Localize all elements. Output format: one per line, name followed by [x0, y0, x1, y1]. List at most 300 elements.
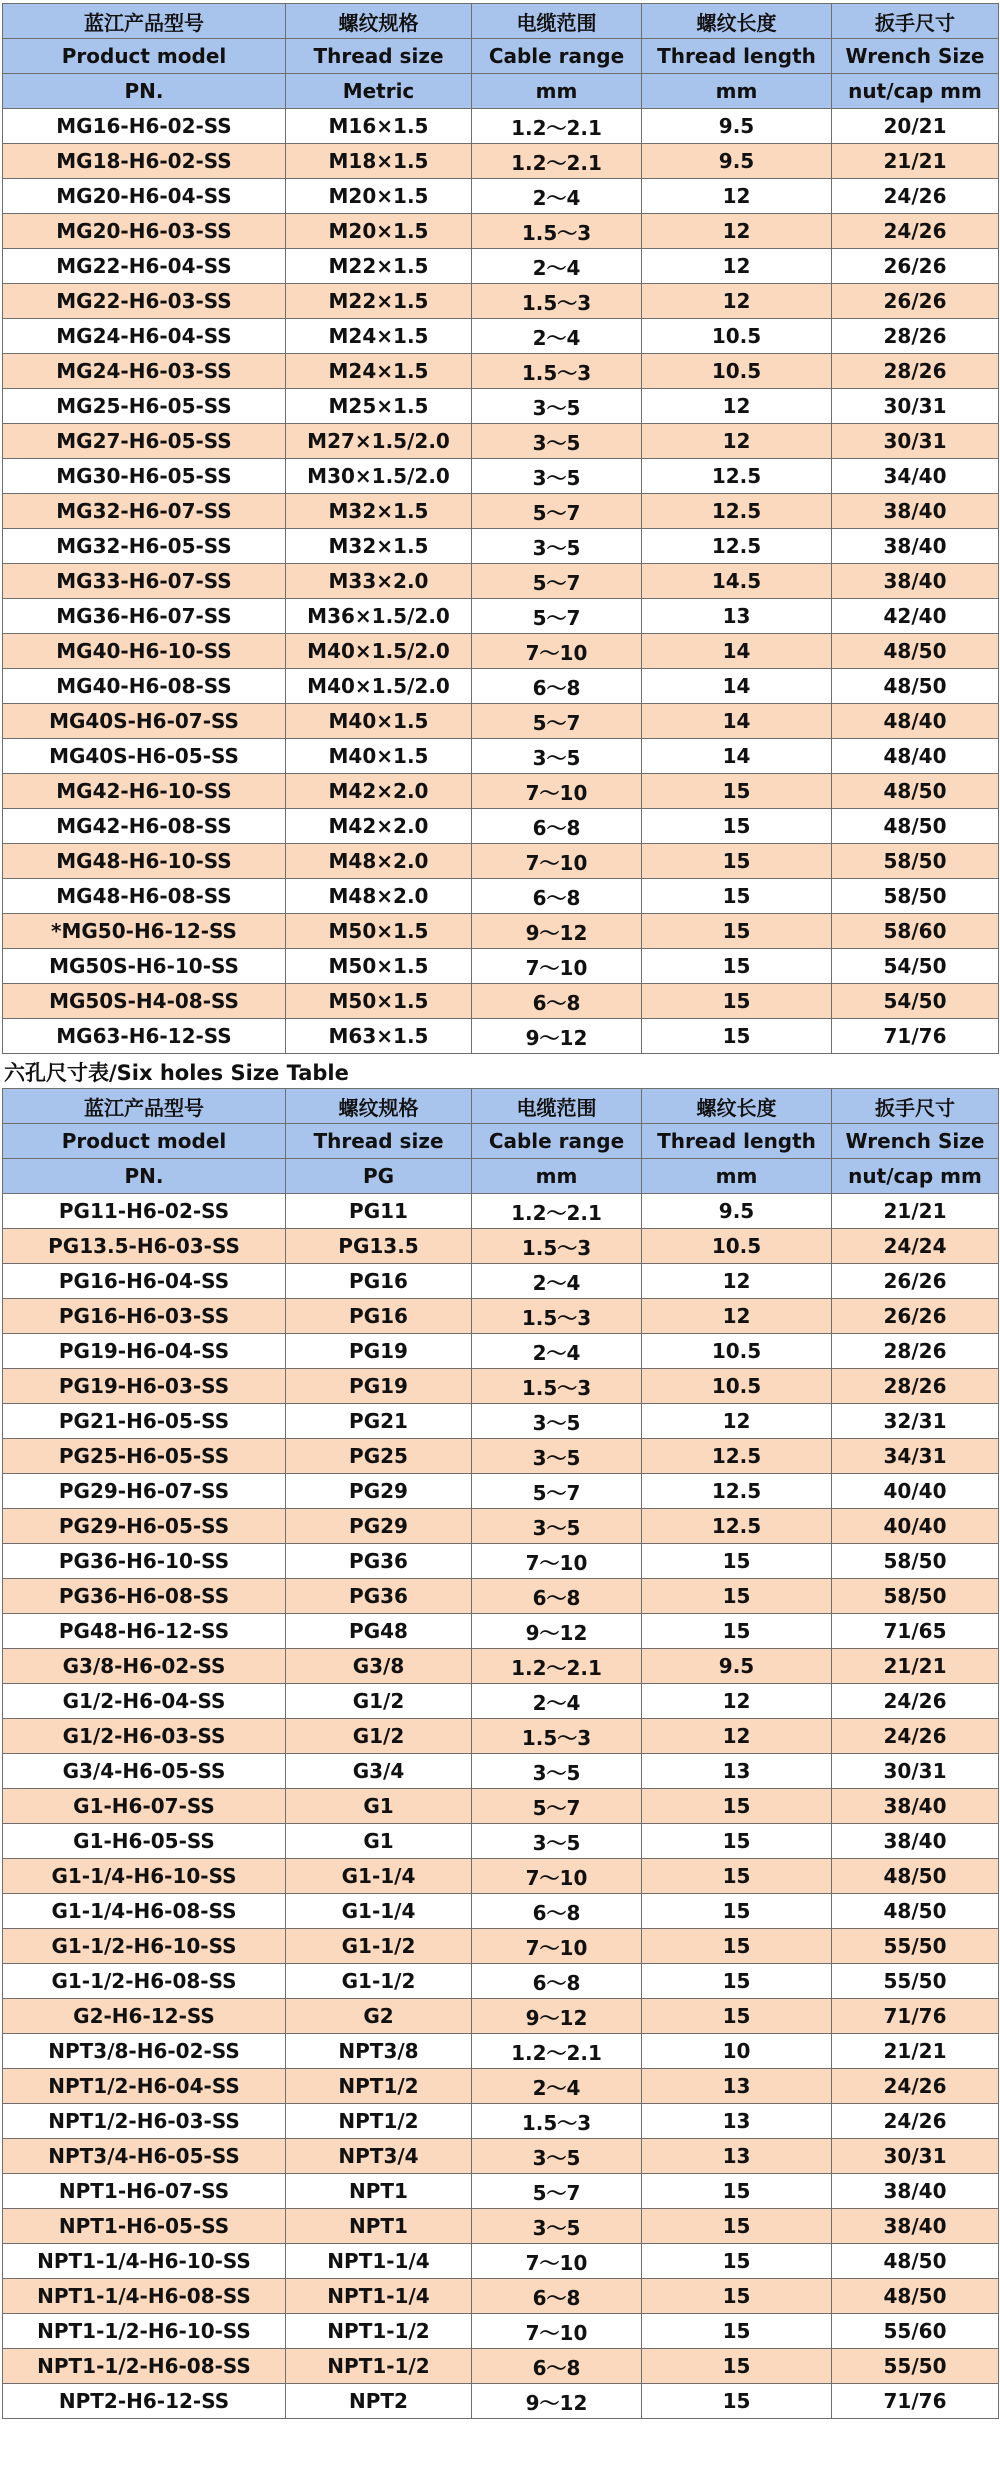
wrench-size-cell: 38/40 [832, 494, 999, 529]
wrench-size-cell: 48/50 [832, 2244, 999, 2279]
thread-length-cell: 12 [642, 1684, 832, 1719]
table-row [3, 249, 999, 284]
product-model-cell: NPT1-H6-07-SS [3, 2174, 286, 2209]
cable-range-cell: 2～4 [472, 1684, 642, 1719]
wrench-size-cell: 42/40 [832, 599, 999, 634]
wrench-size-cell: 55/60 [832, 2314, 999, 2349]
product-model-cell: MG50S-H6-10-SS [3, 949, 286, 984]
table-row [3, 1754, 999, 1789]
product-model-cell: G2-H6-12-SS [3, 1999, 286, 2034]
table-row [3, 1719, 999, 1754]
product-model-cell: G1-H6-07-SS [3, 1789, 286, 1824]
table-row [3, 144, 999, 179]
wrench-size-cell: 28/26 [832, 1369, 999, 1404]
cable-range-cell: 6～8 [472, 1964, 642, 1999]
thread-length-cell: 9.5 [642, 1649, 832, 1684]
table-row [3, 389, 999, 424]
product-model-cell: G1-1/4-H6-10-SS [3, 1859, 286, 1894]
wrench-size-cell: 55/50 [832, 1929, 999, 1964]
thread-size-cell: M50×1.5 [286, 949, 472, 984]
wrench-size-cell: 28/26 [832, 354, 999, 389]
thread-length-cell: 14 [642, 704, 832, 739]
thread-length-cell: 12 [642, 214, 832, 249]
thread-length-cell: 15 [642, 949, 832, 984]
thread-length-cell: 14 [642, 669, 832, 704]
product-model-cell: NPT1/2-H6-03-SS [3, 2104, 286, 2139]
thread-length-cell: 15 [642, 809, 832, 844]
table-row [3, 1474, 999, 1509]
six-holes-size-table [2, 1088, 999, 2419]
thread-size-cell: PG16 [286, 1299, 472, 1334]
header-cell: PN. [3, 74, 286, 109]
table-row [3, 1404, 999, 1439]
thread-length-cell: 15 [642, 1929, 832, 1964]
wrench-size-cell: 40/40 [832, 1474, 999, 1509]
thread-size-cell: M24×1.5 [286, 354, 472, 389]
table-row [3, 2279, 999, 2314]
thread-size-cell: G1-1/4 [286, 1859, 472, 1894]
table-row [3, 2104, 999, 2139]
product-model-cell: MG40S-H6-07-SS [3, 704, 286, 739]
product-model-cell: G1-1/2-H6-08-SS [3, 1964, 286, 1999]
thread-length-cell: 10.5 [642, 319, 832, 354]
wrench-size-cell: 24/26 [832, 2069, 999, 2104]
product-model-cell: MG24-H6-03-SS [3, 354, 286, 389]
thread-length-cell: 15 [642, 1859, 832, 1894]
product-model-cell: MG32-H6-07-SS [3, 494, 286, 529]
thread-size-cell: M30×1.5/2.0 [286, 459, 472, 494]
thread-length-cell: 15 [642, 2384, 832, 2419]
thread-length-cell: 10.5 [642, 1369, 832, 1404]
thread-size-cell: M24×1.5 [286, 319, 472, 354]
thread-size-cell: PG21 [286, 1404, 472, 1439]
page [0, 3, 1000, 2474]
thread-length-cell: 12 [642, 284, 832, 319]
product-model-cell: MG32-H6-05-SS [3, 529, 286, 564]
thread-length-cell: 12 [642, 424, 832, 459]
cable-range-cell: 3～5 [472, 1439, 642, 1474]
product-model-cell: MG24-H6-04-SS [3, 319, 286, 354]
wrench-size-cell: 48/40 [832, 739, 999, 774]
wrench-size-cell: 58/60 [832, 914, 999, 949]
wrench-size-cell: 30/31 [832, 1754, 999, 1789]
wrench-size-cell: 26/26 [832, 284, 999, 319]
header-row-english [3, 1124, 999, 1159]
cable-range-cell: 1.5～3 [472, 284, 642, 319]
cable-range-cell: 9～12 [472, 1999, 642, 2034]
table-row [3, 1999, 999, 2034]
thread-size-cell: NPT1/2 [286, 2104, 472, 2139]
thread-size-cell: NPT1 [286, 2209, 472, 2244]
table-row [3, 1894, 999, 1929]
table-row [3, 669, 999, 704]
product-model-cell: MG36-H6-07-SS [3, 599, 286, 634]
thread-length-cell: 12.5 [642, 1474, 832, 1509]
product-model-cell: G3/8-H6-02-SS [3, 1649, 286, 1684]
thread-length-cell: 12 [642, 1404, 832, 1439]
header-cell: nut/cap mm [832, 74, 999, 109]
wrench-size-cell: 48/50 [832, 774, 999, 809]
table-row [3, 1019, 999, 1054]
thread-length-cell: 12.5 [642, 494, 832, 529]
product-model-cell: PG36-H6-10-SS [3, 1544, 286, 1579]
cable-range-cell: 7～10 [472, 844, 642, 879]
header-cell: PG [286, 1159, 472, 1194]
header-cell: Thread length [642, 39, 832, 74]
cable-range-cell: 3～5 [472, 1404, 642, 1439]
wrench-size-cell: 48/40 [832, 704, 999, 739]
cable-range-cell: 9～12 [472, 2384, 642, 2419]
cable-range-cell: 2～4 [472, 2069, 642, 2104]
table-row [3, 2384, 999, 2419]
thread-size-cell: M16×1.5 [286, 109, 472, 144]
thread-length-cell: 12.5 [642, 1509, 832, 1544]
table-row [3, 1264, 999, 1299]
cable-range-cell: 1.5～3 [472, 354, 642, 389]
cable-range-cell: 6～8 [472, 809, 642, 844]
thread-length-cell: 15 [642, 1964, 832, 1999]
product-model-cell: MG40S-H6-05-SS [3, 739, 286, 774]
product-model-cell: MG20-H6-04-SS [3, 179, 286, 214]
thread-length-cell: 15 [642, 1894, 832, 1929]
thread-length-cell: 15 [642, 1789, 832, 1824]
thread-size-cell: NPT1/2 [286, 2069, 472, 2104]
product-model-cell: PG11-H6-02-SS [3, 1194, 286, 1229]
header-cell: mm [472, 74, 642, 109]
thread-length-cell: 9.5 [642, 109, 832, 144]
wrench-size-cell: 26/26 [832, 249, 999, 284]
wrench-size-cell: 38/40 [832, 1789, 999, 1824]
thread-size-cell: M40×1.5 [286, 739, 472, 774]
product-model-cell: PG29-H6-05-SS [3, 1509, 286, 1544]
thread-size-cell: PG25 [286, 1439, 472, 1474]
wrench-size-cell: 71/76 [832, 2384, 999, 2419]
cable-range-cell: 1.2～2.1 [472, 1194, 642, 1229]
cable-range-cell: 9～12 [472, 914, 642, 949]
wrench-size-cell: 34/31 [832, 1439, 999, 1474]
product-model-cell: NPT3/4-H6-05-SS [3, 2139, 286, 2174]
table-row [3, 1859, 999, 1894]
cable-range-cell: 6～8 [472, 1894, 642, 1929]
wrench-size-cell: 71/76 [832, 1019, 999, 1054]
thread-size-cell: G1/2 [286, 1684, 472, 1719]
table-row [3, 599, 999, 634]
cable-range-cell: 3～5 [472, 2139, 642, 2174]
header-cell: 电缆范围 [472, 4, 642, 39]
header-cell: nut/cap mm [832, 1159, 999, 1194]
product-model-cell: MG48-H6-10-SS [3, 844, 286, 879]
product-model-cell: MG42-H6-10-SS [3, 774, 286, 809]
product-model-cell: G3/4-H6-05-SS [3, 1754, 286, 1789]
wrench-size-cell: 58/50 [832, 1579, 999, 1614]
thread-size-cell: NPT1-1/2 [286, 2314, 472, 2349]
cable-range-cell: 7～10 [472, 774, 642, 809]
thread-length-cell: 15 [642, 984, 832, 1019]
product-model-cell: MG42-H6-08-SS [3, 809, 286, 844]
thread-length-cell: 10.5 [642, 354, 832, 389]
wrench-size-cell: 24/26 [832, 1684, 999, 1719]
wrench-size-cell: 30/31 [832, 424, 999, 459]
product-model-cell: MG25-H6-05-SS [3, 389, 286, 424]
thread-length-cell: 15 [642, 2174, 832, 2209]
thread-length-cell: 15 [642, 1019, 832, 1054]
header-cell: Thread size [286, 39, 472, 74]
table-row [3, 2244, 999, 2279]
thread-size-cell: NPT1-1/4 [286, 2244, 472, 2279]
product-model-cell: PG13.5-H6-03-SS [3, 1229, 286, 1264]
thread-length-cell: 10.5 [642, 1334, 832, 1369]
thread-length-cell: 13 [642, 2069, 832, 2104]
header-cell: mm [642, 1159, 832, 1194]
thread-size-cell: PG48 [286, 1614, 472, 1649]
product-model-cell: PG19-H6-03-SS [3, 1369, 286, 1404]
wrench-size-cell: 24/26 [832, 214, 999, 249]
cable-range-cell: 3～5 [472, 424, 642, 459]
thread-length-cell: 15 [642, 2314, 832, 2349]
table-row [3, 459, 999, 494]
thread-length-cell: 12 [642, 1264, 832, 1299]
cable-range-cell: 7～10 [472, 1859, 642, 1894]
thread-size-cell: M32×1.5 [286, 494, 472, 529]
thread-size-cell: M50×1.5 [286, 914, 472, 949]
product-model-cell: PG48-H6-12-SS [3, 1614, 286, 1649]
header-cell: 螺纹长度 [642, 1089, 832, 1124]
thread-size-cell: NPT1-1/4 [286, 2279, 472, 2314]
product-model-cell: MG20-H6-03-SS [3, 214, 286, 249]
thread-length-cell: 9.5 [642, 144, 832, 179]
wrench-size-cell: 21/21 [832, 1194, 999, 1229]
metric-size-table [2, 3, 999, 1054]
product-model-cell: NPT1-1/2-H6-08-SS [3, 2349, 286, 2384]
thread-size-cell: PG36 [286, 1579, 472, 1614]
thread-length-cell: 10.5 [642, 1229, 832, 1264]
thread-length-cell: 14.5 [642, 564, 832, 599]
wrench-size-cell: 71/65 [832, 1614, 999, 1649]
wrench-size-cell: 21/21 [832, 1649, 999, 1684]
header-cell: Wrench Size [832, 1124, 999, 1159]
table-row [3, 739, 999, 774]
product-model-cell: MG48-H6-08-SS [3, 879, 286, 914]
header-cell: Metric [286, 74, 472, 109]
six-holes-table-body [3, 1194, 999, 2419]
thread-length-cell: 12.5 [642, 529, 832, 564]
cable-range-cell: 6～8 [472, 2279, 642, 2314]
thread-length-cell: 15 [642, 2349, 832, 2384]
table-row [3, 1579, 999, 1614]
thread-size-cell: M50×1.5 [286, 984, 472, 1019]
thread-length-cell: 12 [642, 1719, 832, 1754]
wrench-size-cell: 28/26 [832, 319, 999, 354]
cable-range-cell: 3～5 [472, 1824, 642, 1859]
table-row [3, 1509, 999, 1544]
thread-length-cell: 14 [642, 634, 832, 669]
product-model-cell: G1/2-H6-03-SS [3, 1719, 286, 1754]
table-row [3, 2349, 999, 2384]
cable-range-cell: 3～5 [472, 2209, 642, 2244]
wrench-size-cell: 48/50 [832, 809, 999, 844]
table-row [3, 424, 999, 459]
thread-size-cell: G1-1/2 [286, 1929, 472, 1964]
thread-size-cell: M27×1.5/2.0 [286, 424, 472, 459]
thread-length-cell: 15 [642, 1999, 832, 2034]
thread-length-cell: 15 [642, 2244, 832, 2279]
cable-range-cell: 7～10 [472, 634, 642, 669]
wrench-size-cell: 30/31 [832, 389, 999, 424]
header-row-unit [3, 1159, 999, 1194]
metric-table-body [3, 109, 999, 1054]
product-model-cell: PG19-H6-04-SS [3, 1334, 286, 1369]
product-model-cell: MG40-H6-08-SS [3, 669, 286, 704]
thread-size-cell: M63×1.5 [286, 1019, 472, 1054]
wrench-size-cell: 20/21 [832, 109, 999, 144]
cable-range-cell: 2～4 [472, 1334, 642, 1369]
table-row [3, 1964, 999, 1999]
wrench-size-cell: 38/40 [832, 2174, 999, 2209]
thread-length-cell: 12.5 [642, 459, 832, 494]
thread-length-cell: 9.5 [642, 1194, 832, 1229]
thread-size-cell: NPT1-1/2 [286, 2349, 472, 2384]
thread-size-cell: M42×2.0 [286, 774, 472, 809]
wrench-size-cell: 55/50 [832, 1964, 999, 1999]
thread-size-cell: PG13.5 [286, 1229, 472, 1264]
header-cell: 扳手尺寸 [832, 1089, 999, 1124]
table-row [3, 2139, 999, 2174]
table-row [3, 1299, 999, 1334]
header-row-unit [3, 74, 999, 109]
thread-length-cell: 13 [642, 1754, 832, 1789]
product-model-cell: MG50S-H4-08-SS [3, 984, 286, 1019]
table-row [3, 2314, 999, 2349]
thread-length-cell: 15 [642, 2209, 832, 2244]
table-row [3, 1789, 999, 1824]
thread-length-cell: 12.5 [642, 1439, 832, 1474]
product-model-cell: PG21-H6-05-SS [3, 1404, 286, 1439]
cable-range-cell: 1.2～2.1 [472, 109, 642, 144]
header-cell: Cable range [472, 39, 642, 74]
table-row [3, 564, 999, 599]
table-row [3, 984, 999, 1019]
product-model-cell: PG29-H6-07-SS [3, 1474, 286, 1509]
thread-length-cell: 12 [642, 179, 832, 214]
table-row [3, 1614, 999, 1649]
product-model-cell: MG63-H6-12-SS [3, 1019, 286, 1054]
header-cell: mm [472, 1159, 642, 1194]
thread-length-cell: 15 [642, 2279, 832, 2314]
header-cell: Thread length [642, 1124, 832, 1159]
thread-length-cell: 12 [642, 1299, 832, 1334]
header-cell: Wrench Size [832, 39, 999, 74]
product-model-cell: MG22-H6-03-SS [3, 284, 286, 319]
thread-size-cell: PG36 [286, 1544, 472, 1579]
thread-size-cell: M36×1.5/2.0 [286, 599, 472, 634]
wrench-size-cell: 48/50 [832, 1859, 999, 1894]
product-model-cell: MG16-H6-02-SS [3, 109, 286, 144]
product-model-cell: G1-H6-05-SS [3, 1824, 286, 1859]
thread-size-cell: M40×1.5 [286, 704, 472, 739]
thread-size-cell: M20×1.5 [286, 179, 472, 214]
cable-range-cell: 7～10 [472, 2244, 642, 2279]
table-row [3, 109, 999, 144]
wrench-size-cell: 24/24 [832, 1229, 999, 1264]
table-row [3, 1649, 999, 1684]
product-model-cell: MG30-H6-05-SS [3, 459, 286, 494]
table-row [3, 1334, 999, 1369]
wrench-size-cell: 55/50 [832, 2349, 999, 2384]
thread-size-cell: G1 [286, 1789, 472, 1824]
cable-range-cell: 2～4 [472, 319, 642, 354]
product-model-cell: MG22-H6-04-SS [3, 249, 286, 284]
header-cell: Cable range [472, 1124, 642, 1159]
header-cell: mm [642, 74, 832, 109]
thread-length-cell: 13 [642, 599, 832, 634]
header-cell: 螺纹长度 [642, 4, 832, 39]
table-row [3, 704, 999, 739]
thread-length-cell: 15 [642, 774, 832, 809]
cable-range-cell: 6～8 [472, 2349, 642, 2384]
thread-length-cell: 15 [642, 914, 832, 949]
cable-range-cell: 7～10 [472, 1929, 642, 1964]
wrench-size-cell: 54/50 [832, 984, 999, 1019]
cable-range-cell: 1.2～2.1 [472, 1649, 642, 1684]
wrench-size-cell: 38/40 [832, 564, 999, 599]
thread-size-cell: M18×1.5 [286, 144, 472, 179]
wrench-size-cell: 58/50 [832, 879, 999, 914]
product-model-cell: MG33-H6-07-SS [3, 564, 286, 599]
product-model-cell: PG36-H6-08-SS [3, 1579, 286, 1614]
table-row [3, 949, 999, 984]
thread-size-cell: M42×2.0 [286, 809, 472, 844]
thread-size-cell: G3/8 [286, 1649, 472, 1684]
header-cell: 蓝江产品型号 [3, 1089, 286, 1124]
wrench-size-cell: 24/26 [832, 1719, 999, 1754]
thread-size-cell: M48×2.0 [286, 879, 472, 914]
header-row-chinese [3, 1089, 999, 1124]
six-holes-table-header [3, 1089, 999, 1194]
cable-range-cell: 1.5～3 [472, 1229, 642, 1264]
wrench-size-cell: 38/40 [832, 2209, 999, 2244]
thread-length-cell: 15 [642, 1824, 832, 1859]
table-row [3, 1824, 999, 1859]
product-model-cell: MG27-H6-05-SS [3, 424, 286, 459]
cable-range-cell: 6～8 [472, 669, 642, 704]
wrench-size-cell: 48/50 [832, 669, 999, 704]
product-model-cell: NPT1-H6-05-SS [3, 2209, 286, 2244]
product-model-cell: NPT1/2-H6-04-SS [3, 2069, 286, 2104]
wrench-size-cell: 34/40 [832, 459, 999, 494]
wrench-size-cell: 58/50 [832, 844, 999, 879]
table-row [3, 1684, 999, 1719]
thread-size-cell: G1-1/2 [286, 1964, 472, 1999]
thread-size-cell: M32×1.5 [286, 529, 472, 564]
thread-length-cell: 12 [642, 249, 832, 284]
table-row [3, 529, 999, 564]
wrench-size-cell: 38/40 [832, 529, 999, 564]
thread-length-cell: 15 [642, 1544, 832, 1579]
cable-range-cell: 5～7 [472, 494, 642, 529]
table-row [3, 2069, 999, 2104]
thread-size-cell: NPT2 [286, 2384, 472, 2419]
table-row [3, 284, 999, 319]
cable-range-cell: 5～7 [472, 704, 642, 739]
product-model-cell: NPT1-1/4-H6-08-SS [3, 2279, 286, 2314]
thread-size-cell: M25×1.5 [286, 389, 472, 424]
table-row [3, 809, 999, 844]
wrench-size-cell: 38/40 [832, 1824, 999, 1859]
cable-range-cell: 5～7 [472, 1474, 642, 1509]
table-row [3, 1229, 999, 1264]
cable-range-cell: 3～5 [472, 1509, 642, 1544]
table-row [3, 494, 999, 529]
